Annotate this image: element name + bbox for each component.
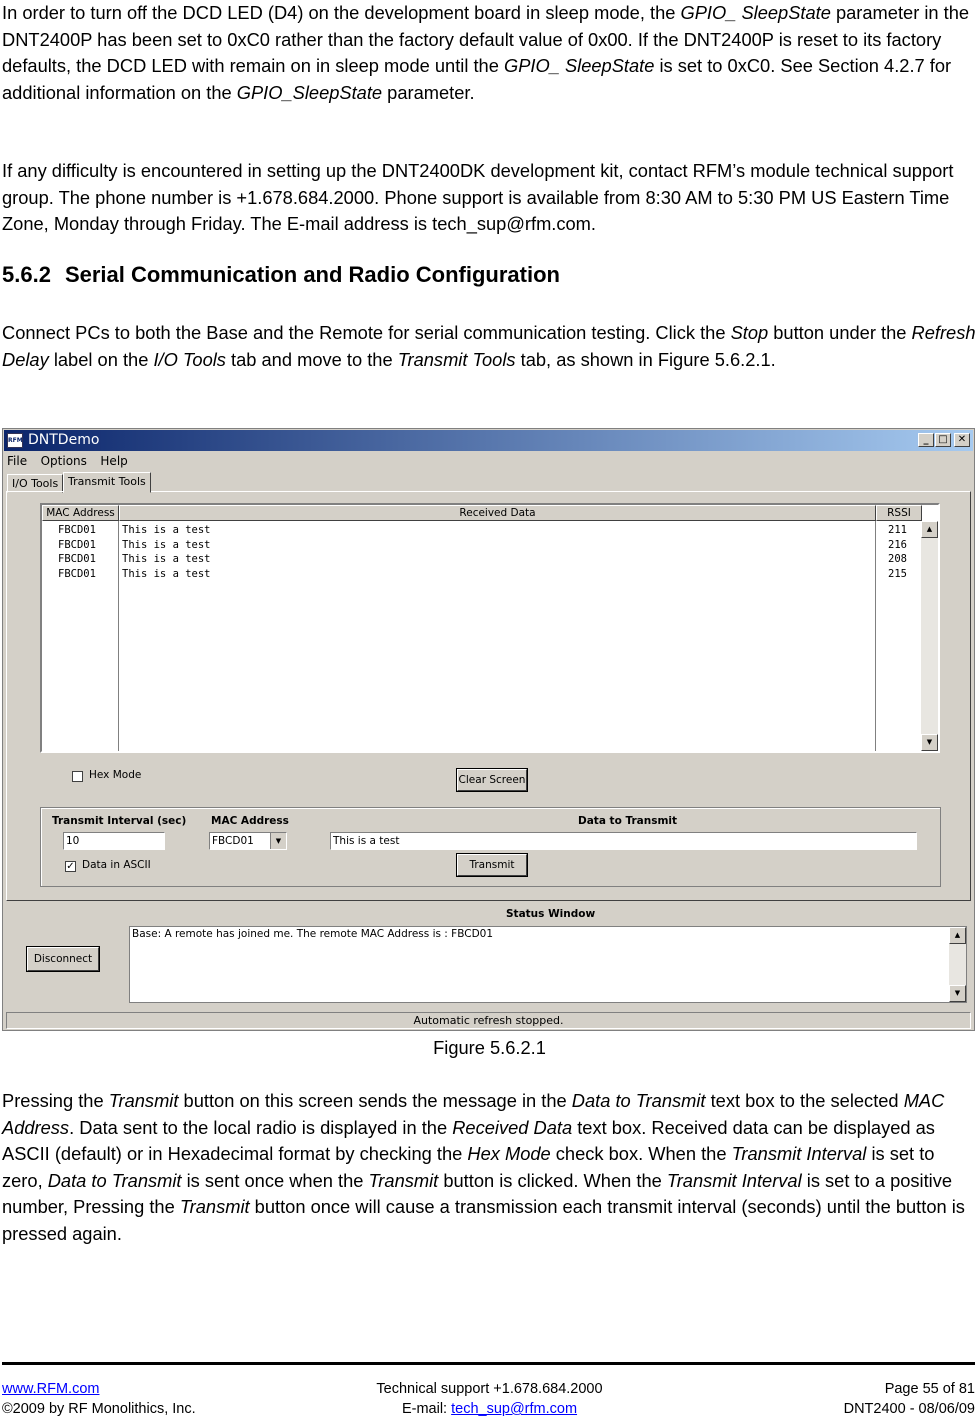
status-window-label: Status Window (506, 908, 596, 920)
italic-term: Transmit Interval (666, 1169, 802, 1191)
hex-mode-checkbox[interactable] (72, 771, 83, 782)
row-mac-cell: FBCD01 (58, 524, 96, 536)
mac-address-select[interactable] (209, 832, 287, 850)
disconnect-button[interactable]: Disconnect (27, 947, 99, 971)
window-title: DNTDemo (28, 432, 100, 448)
text-run: parameter. (382, 81, 475, 103)
chevron-down-icon[interactable]: ▼ (270, 833, 286, 849)
data-in-ascii-checkbox[interactable]: ✓ (66, 861, 75, 872)
text-run: is set to 0xC0. See Section 4.2.7 for additional information on the (2, 55, 952, 103)
row-mac-cell: FBCD01 (58, 538, 96, 551)
tab-io-tools[interactable]: I/O Tools (7, 474, 63, 493)
italic-term: Transmit (179, 1196, 250, 1217)
data-in-ascii-label: Data in ASCII (82, 859, 151, 871)
text-run: check box. When the (550, 1143, 732, 1164)
italic-term: Data to Transmit (47, 1169, 182, 1191)
section-heading (2, 262, 560, 288)
data-to-transmit-input[interactable]: This is a test (330, 832, 917, 850)
hex-mode-label: Hex Mode (89, 769, 142, 781)
text-run: Pressing the (2, 1090, 109, 1111)
italic-term: I/O Tools (153, 348, 226, 370)
footer-center (0, 1379, 979, 1419)
status-bar: Automatic refresh stopped. (6, 1012, 971, 1029)
text-run: tab, as shown in Figure 5.6.2.1. (515, 348, 776, 370)
italic-term: Stop (730, 322, 769, 343)
close-icon[interactable]: ✕ (954, 433, 970, 447)
copyright: ©2009 by RF Monolithics, Inc. (2, 1401, 196, 1417)
text-run: label on the (48, 348, 154, 370)
column-divider (875, 521, 876, 751)
text-run: button once will cause a transmission each transmit interval (seconds) until the button is pressed again. (2, 1196, 965, 1244)
menu-options[interactable]: Options (40, 454, 87, 468)
paragraph-connect-pcs (2, 320, 977, 373)
text-run: text box. Received data can be displayed as ASCII (default) or in Hexadecimal format by checking the (2, 1116, 935, 1164)
text-run: In order to turn off the DCD LED (D4) on the development board in sleep mode, the (2, 2, 681, 23)
text-run: If any difficulty is encountered in setting up the DNT2400DK development kit, contact RFM’s module technical support group. The phone number is +1.678.684.2000. Phone support is available from 8:30 AM to 5:30 PM US Eastern Time Zone, Monday through Friday. The E-mail address is tech_sup@rfm.com. (2, 160, 954, 234)
scroll-up-icon[interactable]: ▲ (949, 927, 966, 944)
maximize-icon[interactable]: □ (935, 433, 951, 447)
text-run: tab and move to the (225, 348, 398, 370)
column-header-received-data[interactable]: Received Data (119, 505, 876, 521)
row-data-cell: This is a test (122, 538, 211, 551)
tab-transmit-tools[interactable]: Transmit Tools (63, 472, 151, 493)
scroll-up-icon[interactable]: ▲ (921, 521, 938, 538)
italic-term: Hex Mode (467, 1143, 551, 1164)
italic-term: Refresh Delay (2, 322, 976, 370)
section-number: 5.6.2 (2, 262, 51, 287)
row-mac-cell: FBCD01 (58, 553, 96, 565)
row-mac-cell: FBCD01 (58, 567, 96, 580)
mac-address-label: MAC Address (211, 815, 289, 827)
text-run: text box to the selected (705, 1090, 904, 1111)
row-data-cell: This is a test (122, 553, 211, 565)
text-run: Connect PCs to both the Base and the Remote for serial communication testing. Click the (2, 322, 731, 343)
column-header-rssi[interactable]: RSSI (876, 505, 922, 521)
scroll-down-icon[interactable]: ▼ (921, 734, 938, 751)
row-rssi-cell: 208 (888, 553, 907, 565)
italic-term: MAC Address (2, 1090, 945, 1138)
row-data-cell: This is a test (122, 524, 211, 536)
italic-term: GPIO_SleepState (236, 81, 383, 103)
data-to-transmit-label: Data to Transmit (578, 815, 678, 827)
footer-rule (2, 1362, 975, 1365)
italic-term: Transmit Interval (731, 1143, 867, 1164)
page-number: Page 55 of 81 (884, 1381, 975, 1397)
support-phone: Technical support +1.678.684.2000 (376, 1381, 603, 1397)
italic-term: Transmit (368, 1169, 439, 1191)
mac-address-value: FBCD01 (212, 835, 254, 847)
dntdemo-window (2, 428, 975, 1031)
italic-term: GPIO_ SleepState (503, 55, 655, 76)
transmit-interval-input[interactable]: 10 (63, 832, 165, 850)
status-window[interactable] (129, 926, 967, 1003)
row-data-cell: This is a test (122, 567, 211, 580)
website-link[interactable]: www.RFM.com (2, 1381, 100, 1397)
scroll-down-icon[interactable]: ▼ (949, 985, 966, 1002)
section-title: Serial Communication and Radio Configuration (64, 262, 560, 287)
footer-right (844, 1379, 975, 1419)
italic-term: Transmit Tools (397, 348, 516, 370)
menu-bar (7, 454, 138, 470)
title-bar (4, 430, 973, 451)
text-run: parameter in the DNT2400P has been set to 0xC0 rather than the factory default value of 0x00. If the DNT2400P is reset to its factory defaults, the DCD LED with remain on in sleep mode until the (2, 2, 970, 76)
status-message: Base: A remote has joined me. The remote MAC Address is : FBCD01 (132, 928, 494, 940)
transmit-button[interactable]: Transmit (457, 854, 527, 876)
text-run: is set to a positive number, Pressing the (2, 1169, 953, 1217)
text-run: . Data sent to the local radio is displayed in the (69, 1116, 453, 1138)
figure-caption: Figure 5.6.2.1 (433, 1037, 546, 1058)
email-link[interactable]: tech_sup@rfm.com (451, 1401, 578, 1417)
app-icon: RFM (7, 433, 23, 448)
column-header-mac[interactable]: MAC Address (42, 505, 119, 521)
row-rssi-cell: 215 (888, 567, 907, 580)
paragraph-technical-support (2, 158, 977, 238)
menu-file[interactable]: File (7, 454, 28, 468)
received-data-list[interactable] (40, 503, 940, 753)
text-run: button under the (768, 322, 912, 343)
italic-term: Data to Transmit (571, 1090, 706, 1111)
row-rssi-cell: 211 (888, 524, 907, 536)
clear-screen-button[interactable]: Clear Screen (457, 769, 527, 791)
row-rssi-cell: 216 (888, 538, 907, 551)
text-run: is sent once when the (181, 1169, 369, 1191)
italic-term: GPIO_ SleepState (680, 2, 831, 23)
column-divider (118, 521, 119, 751)
minimize-icon[interactable]: _ (918, 433, 934, 447)
paragraph-transmit-description (2, 1088, 977, 1247)
text-run: is set to zero, (2, 1143, 935, 1191)
transmit-interval-label: Transmit Interval (sec) (52, 815, 187, 827)
document-id: DNT2400 - 08/06/09 (843, 1401, 975, 1417)
menu-help[interactable]: Help (100, 454, 128, 468)
italic-term: Transmit (108, 1090, 179, 1111)
vertical-scrollbar[interactable] (921, 521, 938, 751)
text-run: button is clicked. When the (438, 1169, 667, 1191)
email-label: E-mail: (401, 1401, 452, 1417)
status-scrollbar[interactable] (949, 927, 966, 1002)
paragraph-gpio-sleepstate (2, 0, 977, 106)
text-run: button on this screen sends the message in the (178, 1090, 572, 1111)
italic-term: Received Data (452, 1116, 573, 1138)
